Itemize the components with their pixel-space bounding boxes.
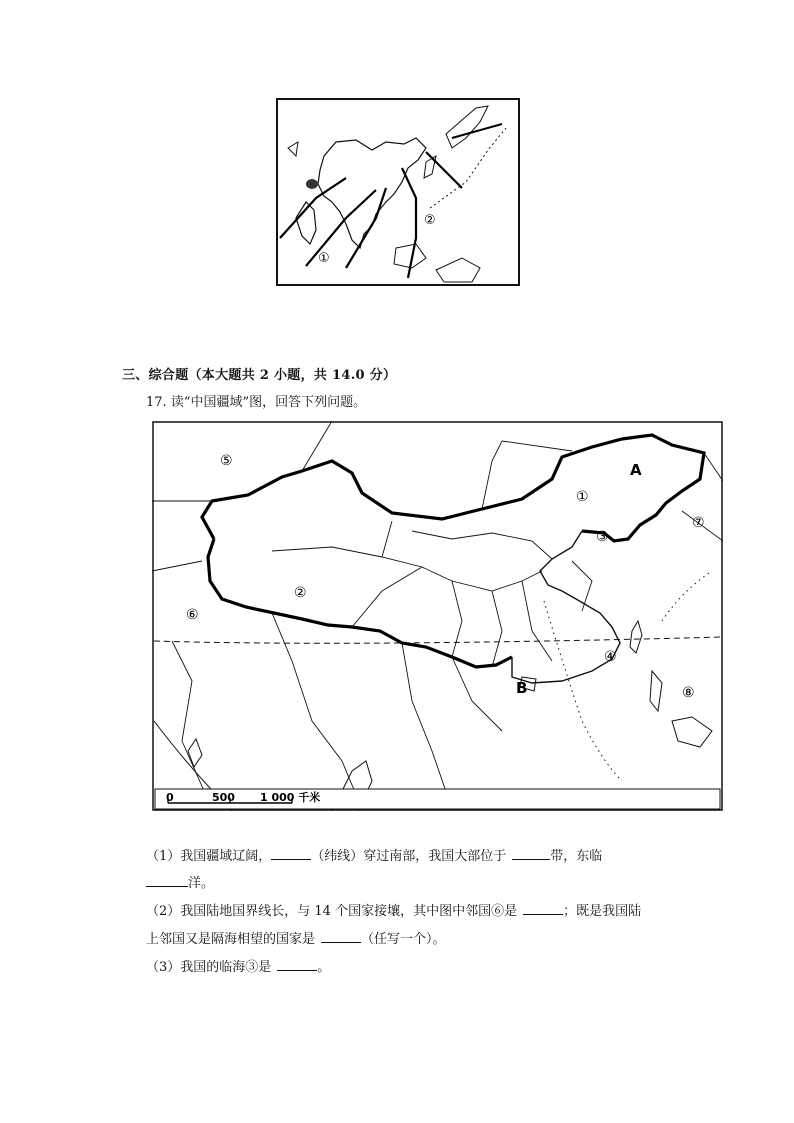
- question-17-stem: 17. 读“中国疆域”图，回答下列问题。: [146, 395, 367, 410]
- map-label-7: ⑦: [692, 515, 705, 531]
- section-title: 三、综合题（本大题共 2 小题，共 14.0 分）: [122, 368, 397, 383]
- map-label-1: ①: [576, 489, 589, 505]
- sub-question-2-line-2: 上邻国又是隔海相望的国家是 （任写一个）。: [146, 932, 446, 947]
- answer-blank-5[interactable]: [321, 930, 361, 943]
- sub-question-3-line-1: （3）我国的临海③是 。: [146, 960, 331, 975]
- map-label-3: ③: [596, 529, 609, 545]
- map-label-8: ⑧: [682, 685, 695, 701]
- map1-label-1: ①: [318, 251, 330, 266]
- map-label-4: ④: [604, 649, 617, 665]
- answer-blank-1[interactable]: [271, 847, 311, 860]
- map-label-6: ⑥: [186, 607, 199, 623]
- answer-blank-4[interactable]: [523, 902, 563, 915]
- map1-label-2: ②: [424, 213, 436, 228]
- map-label-b: B: [516, 679, 528, 697]
- sub-question-1-line-2: 洋。: [146, 872, 214, 891]
- sub-question-2-line-1: （2）我国陆地国界线长，与 14 个国家接壤，其中图中邻国⑥是 ；既是我国陆: [146, 904, 642, 919]
- china-territory-map: [152, 421, 723, 811]
- scale-label-1000: 1 000 千米: [260, 791, 321, 804]
- map-label-2: ②: [294, 585, 307, 601]
- map-label-5: ⑤: [220, 453, 233, 469]
- scale-label-500: 500: [212, 791, 235, 804]
- answer-blank-2[interactable]: [512, 847, 550, 860]
- answer-blank-3[interactable]: [146, 874, 188, 887]
- map-label-a: A: [630, 461, 642, 479]
- sub-question-1-line-1: （1）我国疆域辽阔， （纬线）穿过南部，我国大部位于 带，东临: [146, 849, 603, 864]
- answer-blank-6[interactable]: [277, 958, 317, 971]
- scale-label-zero: 0: [166, 791, 174, 804]
- east-asia-plate-map: [276, 98, 520, 286]
